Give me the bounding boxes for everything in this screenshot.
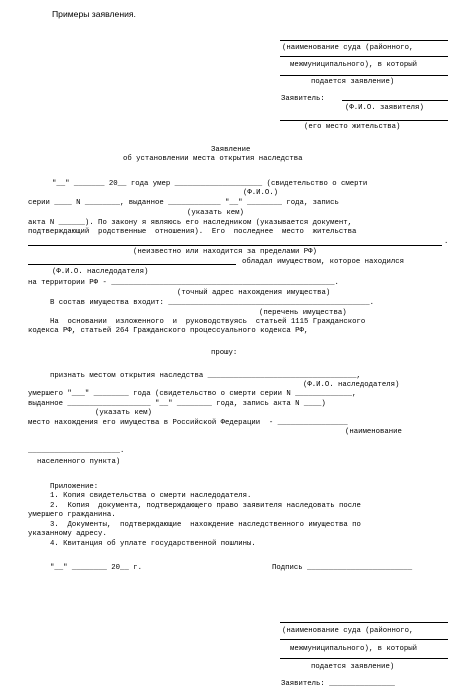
residence-hint: (его место жительства) [304, 123, 401, 131]
court-line [280, 639, 448, 640]
para1-line3: акта N ______). По закону я являюсь его наследником (указывается документ, [28, 219, 353, 227]
para1-hint1: (Ф.И.О.) [243, 189, 279, 197]
request-heading: прошу: [211, 349, 238, 357]
applicant-hint: (Ф.И.О. заявителя) [345, 104, 424, 112]
attachment-item-2-cont: умершего гражданина. [28, 511, 116, 519]
para4-hint1: (Ф.И.О. наследодателя) [303, 381, 400, 389]
para1-hint4: (Ф.И.О. наследодателя) [52, 268, 149, 276]
applicant-label: Заявитель: _______________ [281, 680, 395, 688]
para3-line2: кодекса РФ, статьей 264 Гражданского процессуального кодекса РФ, [28, 327, 309, 335]
para1-hint2: (указать кем) [187, 209, 244, 217]
para2-line: В состав имущества входит: ______________________________________________. [50, 299, 375, 307]
para4-line2: умершего "___" ________ года (свидетельство о смерти серии N _____________, [28, 390, 357, 398]
court-line [280, 75, 448, 76]
attachments-title: Приложение: [50, 483, 99, 491]
para1-line2: серии ____ N ________, выданное ____________ "__" ________ года, запись [28, 199, 339, 207]
court-hint-1: (наименование суда (районного, [282, 44, 414, 52]
applicant-line [342, 100, 448, 101]
period-mark: . [444, 238, 449, 246]
court-hint-2: межмуниципального), в который [290, 645, 417, 653]
court-line [280, 40, 448, 41]
statement-subtitle: об установлении места открытия наследства [123, 155, 303, 163]
para4-hint3: (указать кем) [95, 409, 152, 417]
statement-title: Заявление [211, 146, 251, 154]
para1-line4: подтверждающий родственные отношения). Его последнее место жительства [28, 228, 357, 236]
para1-hint5: (точный адрес нахождения имущества) [177, 289, 331, 297]
court-hint-3: подается заявление) [311, 78, 395, 86]
page-title: Примеры заявления. [52, 9, 136, 19]
attachment-item-4: 4. Квитанция об уплате государственной пошлины. [50, 540, 256, 548]
court-line [280, 658, 448, 659]
para3-line1: На основании изложенного и руководствуясь статьей 1115 Гражданского [50, 318, 366, 326]
para4-line3: выданное ___________________ "__" ________ года, запись акта N ____) [28, 400, 326, 408]
para4-line1: признать местом открытия наследства __________________________________, [50, 372, 361, 380]
attachment-item-3-cont: указанному адресу. [28, 530, 107, 538]
court-hint-2: межмуниципального), в который [290, 61, 417, 69]
court-hint-1: (наименование суда (районного, [282, 627, 414, 635]
attachment-item-1: 1. Копия свидетельства о смерти наследодателя. [50, 492, 252, 500]
signature-date: "__" ________ 20__ г. [50, 564, 142, 572]
para1-hint3: (неизвестно или находится за пределами РФ) [133, 248, 317, 256]
signature-label: Подпись ________________________ [272, 564, 413, 572]
attachment-item-2: 2. Копия документа, подтверждающего право заявителя наследовать после [50, 502, 361, 510]
para4-hint5: населенного пункта) [37, 458, 121, 466]
court-line [280, 56, 448, 57]
decedent-fill-line [28, 264, 236, 265]
attachment-item-3: 3. Документы, подтверждающие нахождение наследственного имущества по [50, 521, 361, 529]
para4-hint4: (наименование [345, 428, 402, 436]
applicant-label: Заявитель: [281, 95, 325, 103]
para1-line6: обладал имуществом, которое находился [242, 258, 405, 266]
court-hint-3: подается заявление) [311, 663, 395, 671]
para1-line1: "__" _______ 20__ года умер ____________________ (свидетельство о смерти [52, 180, 368, 188]
residence-fill-line [28, 245, 442, 246]
para2-hint: (перечень имущества) [259, 309, 347, 317]
residence-line [280, 120, 448, 121]
court-line [280, 622, 448, 623]
para4-line4: место нахождения его имущества в Российской Федерации - ________________ [28, 419, 348, 427]
para4-line5: _____________________. [28, 447, 125, 455]
para1-line7: на территории РФ - ___________________________________________________. [28, 279, 339, 287]
